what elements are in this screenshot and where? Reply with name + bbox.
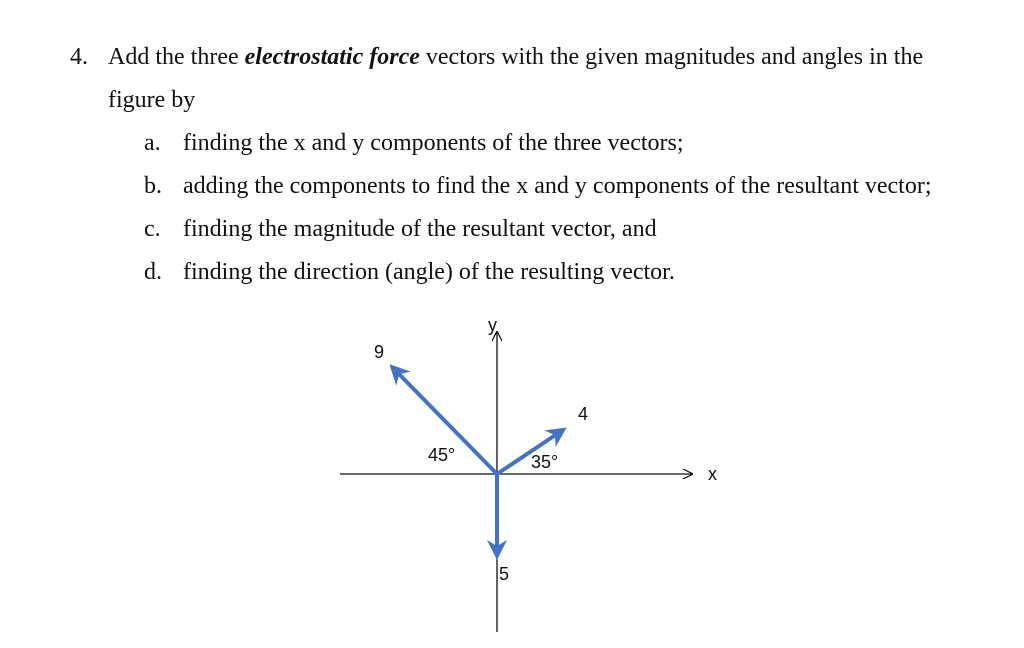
item-b-marker: b. xyxy=(144,173,162,199)
vector-5-magnitude-label: 5 xyxy=(499,564,510,584)
item-d-marker: d. xyxy=(144,259,162,285)
vector-4-magnitude-label: 4 xyxy=(578,404,589,424)
x-axis-label: x xyxy=(708,464,717,484)
vector-9-magnitude-label: 9 xyxy=(374,342,385,362)
item-a-text: finding the x and y components of the three vectors; xyxy=(183,130,684,156)
question-intro-before: Add the three xyxy=(108,44,245,70)
item-c-text: finding the magnitude of the resultant vector, and xyxy=(183,216,657,242)
vector-9-angle-label: 45° xyxy=(428,445,456,465)
item-b-text: adding the components to find the x and y components of the resultant vector; xyxy=(183,173,932,199)
item-a-marker: a. xyxy=(144,130,161,156)
item-c-marker: c. xyxy=(144,216,161,242)
y-axis-label: y xyxy=(488,315,497,335)
question-intro-after: vectors with the given magnitudes and angles in the xyxy=(419,44,924,70)
question-number: 4. xyxy=(70,44,88,70)
vector-4-angle-label: 35° xyxy=(531,452,559,472)
question-intro-emphasis: electrostatic force xyxy=(244,44,420,70)
item-d-text: finding the direction (angle) of the resulting vector. xyxy=(183,259,675,285)
question-intro-line2: figure by xyxy=(108,87,196,113)
